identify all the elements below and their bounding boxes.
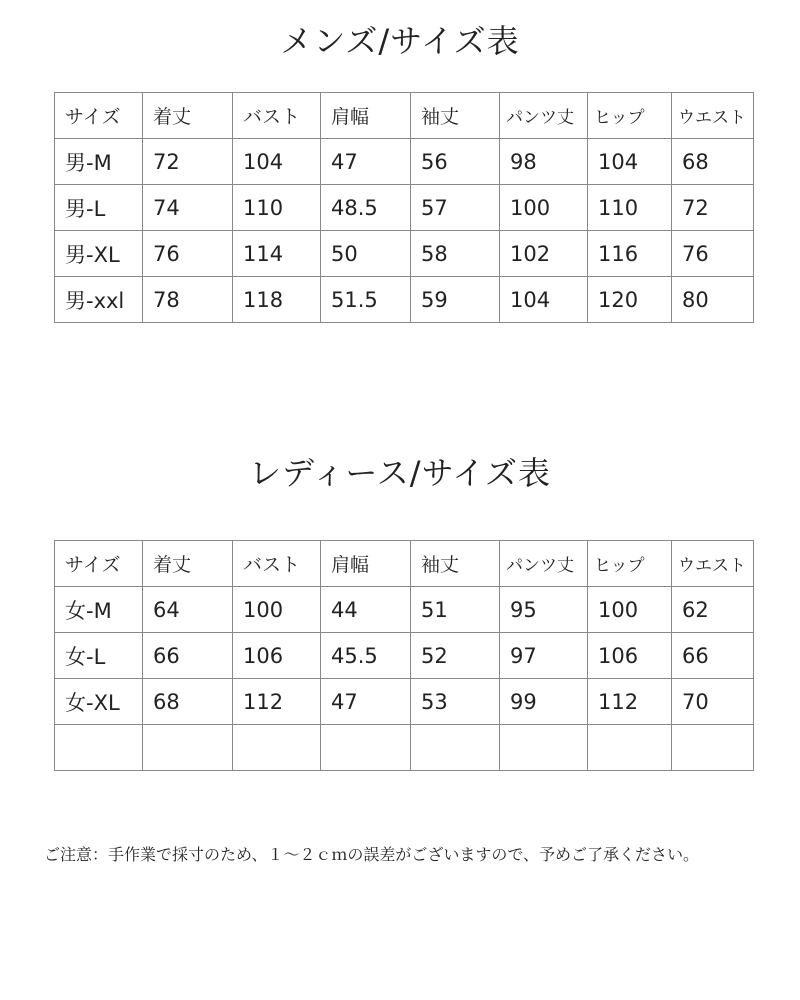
- table-cell: 52: [411, 633, 500, 679]
- table-cell: 47: [321, 139, 411, 185]
- table-cell: 56: [411, 139, 500, 185]
- table-cell: 女-M: [55, 587, 143, 633]
- table-cell: [411, 725, 500, 771]
- table-cell: 120: [588, 277, 672, 323]
- table-cell: 95: [500, 587, 588, 633]
- table-header-row: [55, 541, 754, 587]
- table-cell: 男-M: [55, 139, 143, 185]
- table-cell: 114: [233, 231, 321, 277]
- header-cell-waist: ウエスト: [672, 541, 754, 587]
- table-row: [55, 231, 754, 277]
- table-cell: 110: [233, 185, 321, 231]
- table-cell: 45.5: [321, 633, 411, 679]
- table-cell: 51: [411, 587, 500, 633]
- table-cell: 104: [500, 277, 588, 323]
- table-cell: 72: [143, 139, 233, 185]
- table-cell: 70: [672, 679, 754, 725]
- header-cell-length: 着丈: [143, 541, 233, 587]
- ladies-size-table: [54, 540, 754, 771]
- table-cell: [233, 725, 321, 771]
- mens-size-chart-title: メンズ/サイズ表: [280, 22, 520, 60]
- table-row: [55, 587, 754, 633]
- table-cell: 112: [588, 679, 672, 725]
- table-cell: 51.5: [321, 277, 411, 323]
- header-cell-size: サイズ: [55, 541, 143, 587]
- header-cell-pants-length: パンツ丈: [500, 93, 588, 139]
- header-cell-hip: ヒップ: [588, 93, 672, 139]
- header-cell-size: サイズ: [55, 93, 143, 139]
- header-cell-length: 着丈: [143, 93, 233, 139]
- table-cell: 48.5: [321, 185, 411, 231]
- table-cell: 106: [233, 633, 321, 679]
- table-cell: 62: [672, 587, 754, 633]
- table-cell: [55, 725, 143, 771]
- header-cell-sleeve: 袖丈: [411, 541, 500, 587]
- table-cell: 100: [588, 587, 672, 633]
- header-cell-sleeve: 袖丈: [411, 93, 500, 139]
- table-cell: 男-L: [55, 185, 143, 231]
- table-cell: 男-XL: [55, 231, 143, 277]
- table-cell: 64: [143, 587, 233, 633]
- table-cell: 110: [588, 185, 672, 231]
- table-row: [55, 679, 754, 725]
- table-cell: 74: [143, 185, 233, 231]
- table-cell: 72: [672, 185, 754, 231]
- header-cell-bust: バスト: [233, 93, 321, 139]
- table-cell: 106: [588, 633, 672, 679]
- table-cell: [588, 725, 672, 771]
- table-cell: 97: [500, 633, 588, 679]
- table-cell: 58: [411, 231, 500, 277]
- table-row: [55, 139, 754, 185]
- table-cell: 44: [321, 587, 411, 633]
- table-cell: [672, 725, 754, 771]
- table-cell: 68: [672, 139, 754, 185]
- header-cell-shoulder: 肩幅: [321, 93, 411, 139]
- table-cell: 女-XL: [55, 679, 143, 725]
- table-cell: 112: [233, 679, 321, 725]
- table-cell: 116: [588, 231, 672, 277]
- table-cell: 104: [588, 139, 672, 185]
- header-cell-waist: ウエスト: [672, 93, 754, 139]
- table-cell: 76: [672, 231, 754, 277]
- table-cell: [500, 725, 588, 771]
- header-cell-bust: バスト: [233, 541, 321, 587]
- table-cell: 78: [143, 277, 233, 323]
- table-cell: 57: [411, 185, 500, 231]
- table-cell: 102: [500, 231, 588, 277]
- table-header-row: [55, 93, 754, 139]
- table-cell: 118: [233, 277, 321, 323]
- table-cell: 68: [143, 679, 233, 725]
- table-cell: 100: [500, 185, 588, 231]
- table-cell: 66: [143, 633, 233, 679]
- table-cell: 47: [321, 679, 411, 725]
- table-cell: 80: [672, 277, 754, 323]
- header-cell-shoulder: 肩幅: [321, 541, 411, 587]
- table-row: [55, 277, 754, 323]
- table-cell: [321, 725, 411, 771]
- mens-size-table: [54, 92, 754, 323]
- measurement-note: ご注意：手作業で採寸のため、１～２ｃｍの誤差がございますので、予めご了承ください。: [44, 845, 700, 864]
- table-cell: 66: [672, 633, 754, 679]
- table-cell: 女-L: [55, 633, 143, 679]
- ladies-size-chart-title: レディース/サイズ表: [248, 454, 552, 492]
- table-cell: 男-xxl: [55, 277, 143, 323]
- table-cell: 104: [233, 139, 321, 185]
- table-row-empty: [55, 725, 754, 771]
- table-cell: 59: [411, 277, 500, 323]
- table-cell: 50: [321, 231, 411, 277]
- table-cell: 98: [500, 139, 588, 185]
- table-cell: 76: [143, 231, 233, 277]
- table-cell: 100: [233, 587, 321, 633]
- header-cell-pants-length: パンツ丈: [500, 541, 588, 587]
- table-row: [55, 633, 754, 679]
- table-cell: 53: [411, 679, 500, 725]
- table-cell: 99: [500, 679, 588, 725]
- table-row: [55, 185, 754, 231]
- header-cell-hip: ヒップ: [588, 541, 672, 587]
- table-cell: [143, 725, 233, 771]
